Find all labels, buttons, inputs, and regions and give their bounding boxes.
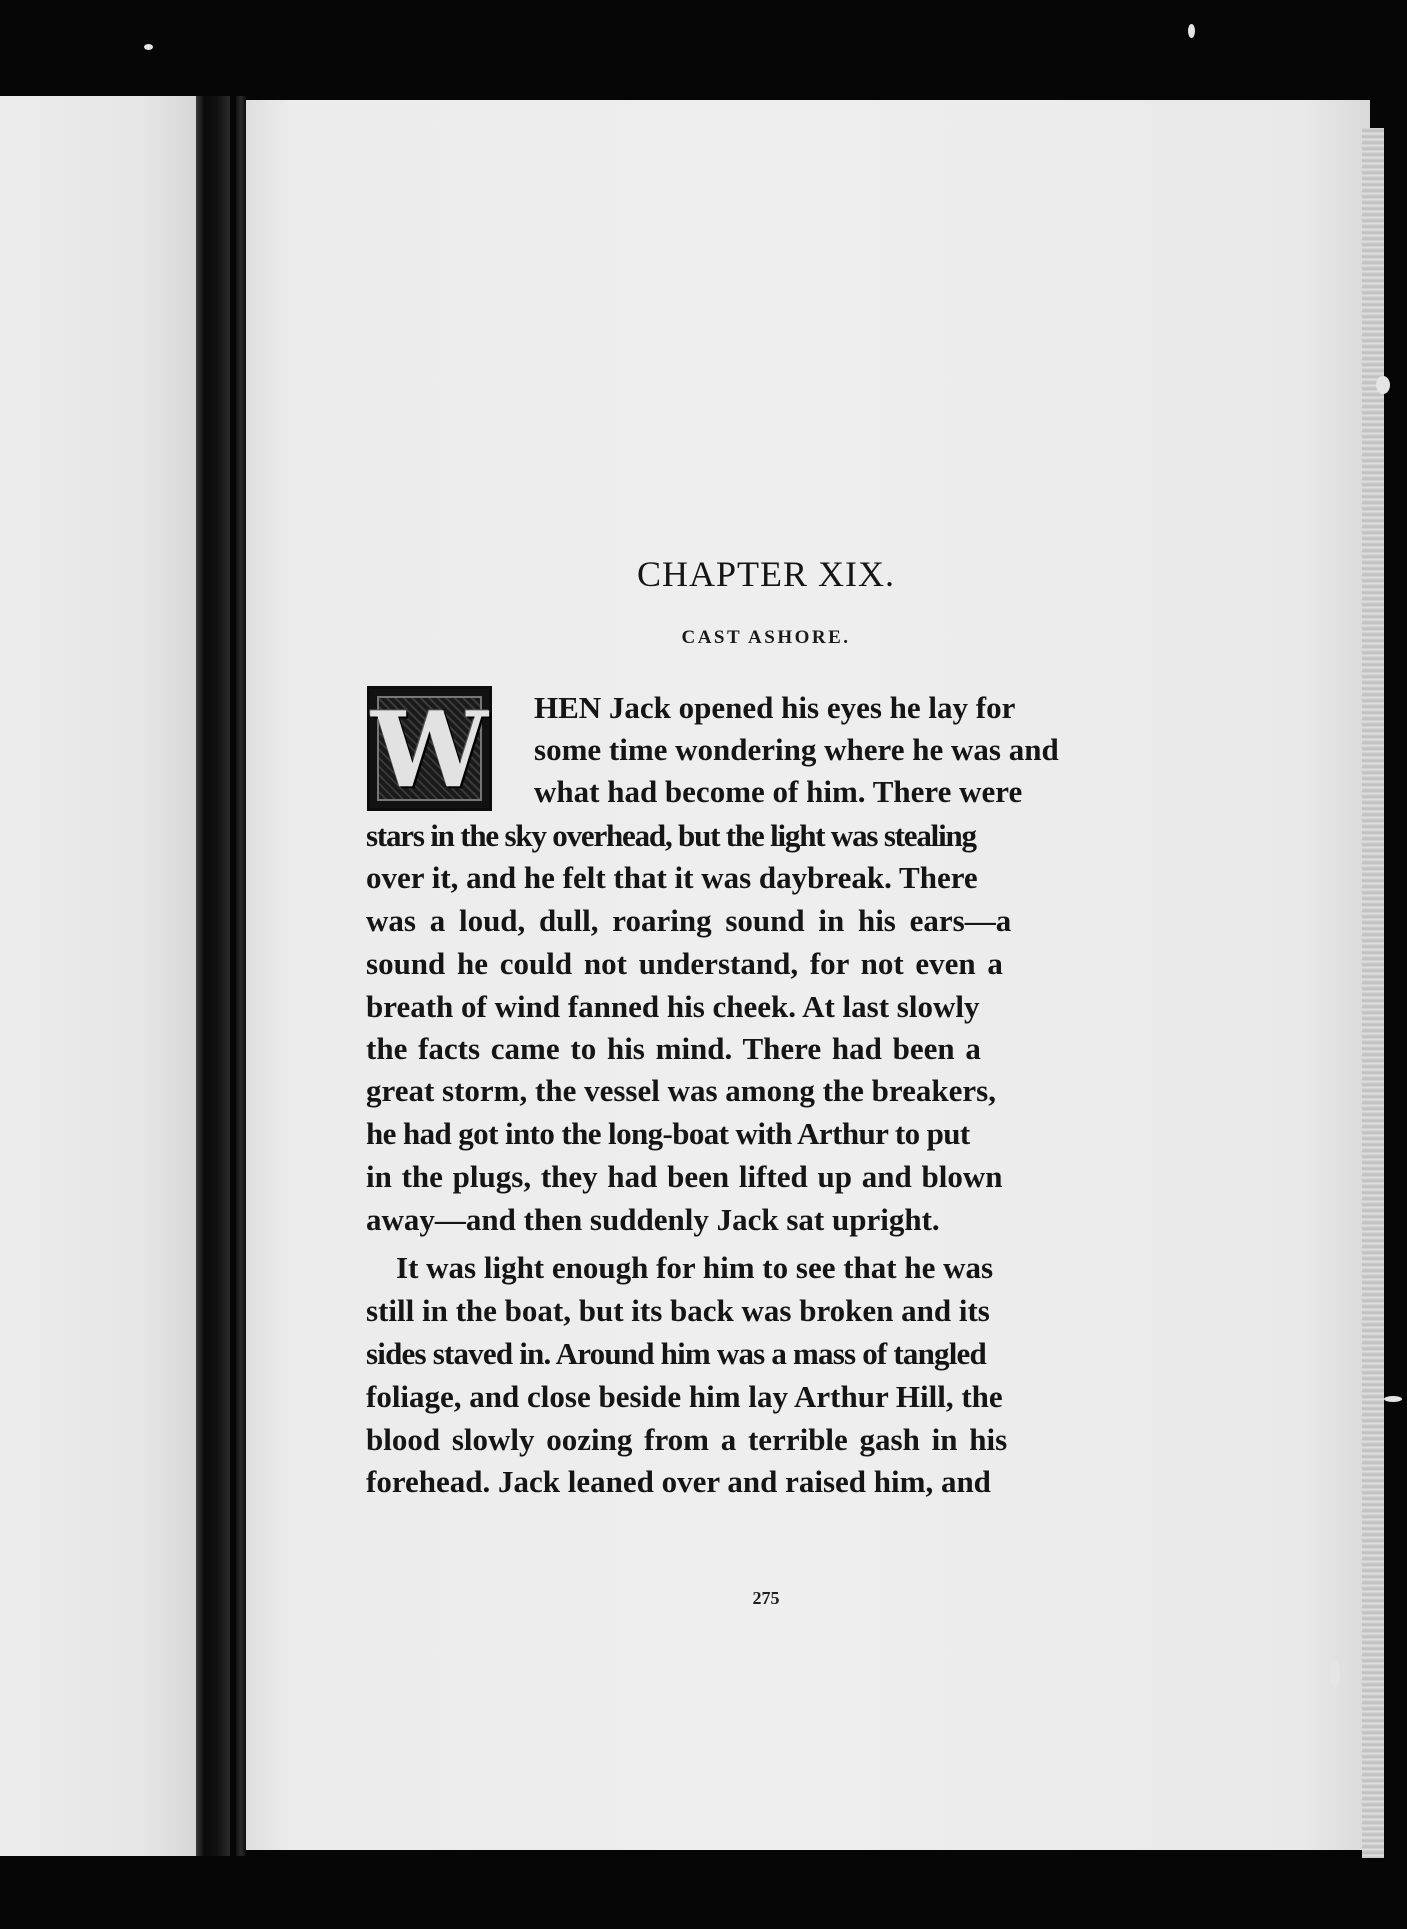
page-number: 275	[752, 1588, 780, 1608]
text-line: great storm, the vessel was among the breakers,	[366, 1073, 996, 1108]
text-line: It was light enough for him to see that he was	[396, 1250, 994, 1285]
text-line: forehead. Jack leaned over and raised him, and	[366, 1464, 991, 1499]
text-line: foliage, and close beside him lay Arthur Hill, the	[366, 1379, 1003, 1414]
left-page-blank	[0, 96, 205, 1856]
scan-speck	[1330, 1660, 1340, 1688]
scan-speck	[1376, 376, 1390, 394]
text-line: still in the boat, but its back was broken and its	[366, 1293, 990, 1328]
text-line: blood slowly oozing from a terrible gash in his	[366, 1422, 1008, 1457]
scan-speck	[1384, 1396, 1402, 1402]
gutter-shadow	[236, 96, 246, 1856]
text-line: some time wondering where he was and	[534, 732, 1059, 767]
scan-speck	[1188, 24, 1195, 38]
text-line: HEN Jack opened his eyes he lay for	[534, 690, 1016, 725]
text-line: sound he could not understand, for not even a	[366, 946, 1003, 981]
text-line: over it, and he felt that it was daybreak. There	[366, 860, 978, 895]
decorated-initial	[367, 686, 492, 811]
scan-speck	[144, 44, 153, 50]
text-line: he had got into the long-boat with Arthur to put	[366, 1116, 970, 1151]
book-gutter	[196, 96, 230, 1856]
text-line: what had become of him. There were	[534, 774, 1023, 809]
text-line: the facts came to his mind. There had been a	[366, 1031, 981, 1066]
text-line: in the plugs, they had been lifted up and blown	[366, 1159, 1003, 1194]
chapter-heading: CHAPTER XIX.	[636, 554, 895, 594]
text-line: stars in the sky overhead, but the light was stealing	[366, 818, 976, 853]
text-line: sides staved in. Around him was a mass of tangled	[366, 1336, 986, 1371]
text-line: away—and then suddenly Jack sat upright.	[366, 1202, 940, 1237]
text-line: breath of wind fanned his cheek. At last slowly	[366, 989, 980, 1024]
initial-letter: W	[371, 688, 488, 811]
chapter-subtitle: CAST ASHORE.	[681, 627, 851, 648]
text-line: was a loud, dull, roaring sound in his ears—a	[366, 903, 1012, 938]
